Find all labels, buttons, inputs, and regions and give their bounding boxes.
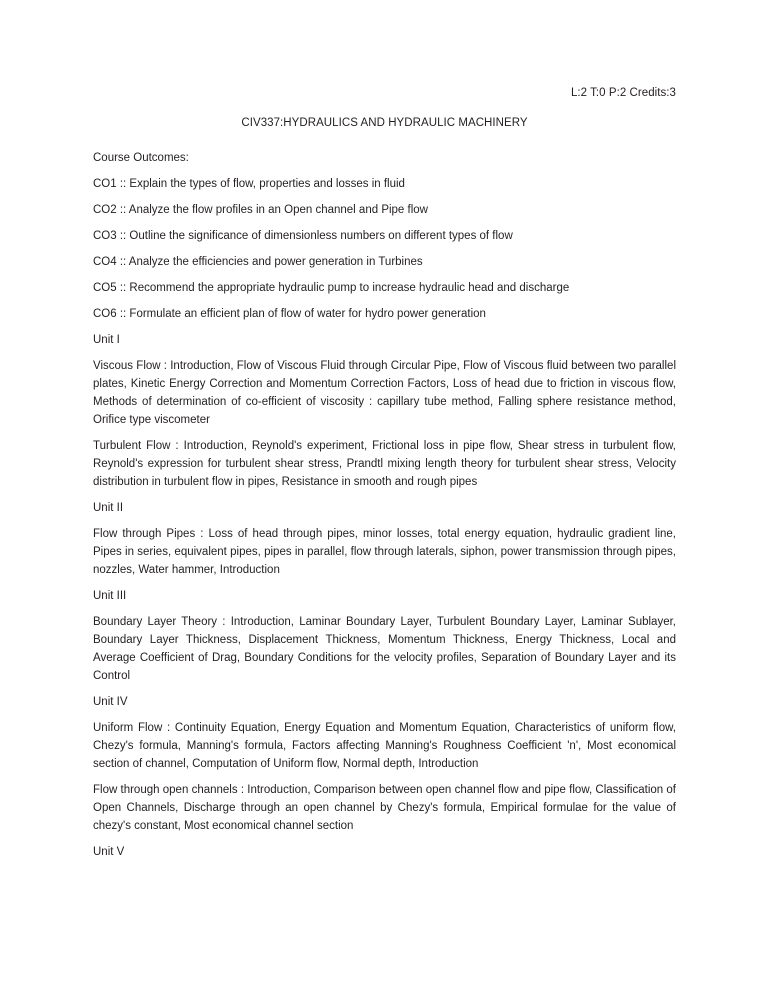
course-outcome-item: CO2 :: Analyze the flow profiles in an Open channel and Pipe flow bbox=[93, 204, 428, 216]
unit-paragraph: Uniform Flow : Continuity Equation, Energy Equation and Momentum Equation, Characteristics of uniform flow, Chezy's formula, Manning's formula, Factors affecting Manning's Roughness Coefficient 'n', Most economical section of channel, Computation of Uniform flow, Normal depth, Introduction bbox=[93, 722, 676, 770]
course-outcomes-label: Course Outcomes: bbox=[93, 152, 189, 164]
unit-heading: Unit III bbox=[93, 590, 127, 602]
unit-heading: Unit IV bbox=[93, 696, 128, 708]
document-content bbox=[93, 84, 676, 869]
course-outcome-item: CO3 :: Outline the significance of dimensionless numbers on different types of flow bbox=[93, 230, 513, 242]
unit-heading: Unit II bbox=[93, 502, 124, 514]
course-outcome-item: CO5 :: Recommend the appropriate hydraulic pump to increase hydraulic head and discharge bbox=[93, 282, 570, 294]
unit-paragraph: Boundary Layer Theory : Introduction, Laminar Boundary Layer, Turbulent Boundary Layer, Laminar Sublayer, Boundary Layer Thickness, Displacement Thickness, Momentum Thickness, Energy Thickness, Local and Average Coefficient of Drag, Boundary Conditions for the velocity profiles, Separation of Boundary Layer and its Control bbox=[93, 616, 676, 682]
course-outcome-item: CO6 :: Formulate an efficient plan of flow of water for hydro power generation bbox=[93, 308, 486, 320]
unit-paragraph: Turbulent Flow : Introduction, Reynold's experiment, Frictional loss in pipe flow, Shear stress in turbulent flow, Reynold's expression for turbulent shear stress, Prandtl mixing length theory for turbulent shear stress, Velocity distribution in turbulent flow in pipes, Resistance in smooth and rough pipes bbox=[93, 440, 676, 488]
course-title: CIV337:HYDRAULICS AND HYDRAULIC MACHINERY bbox=[241, 117, 528, 129]
unit-paragraph: Flow through Pipes : Loss of head through pipes, minor losses, total energy equation, hydraulic gradient line, Pipes in series, equivalent pipes, pipes in parallel, flow through laterals, siphon, power transmission through pipes, nozzles, Water hammer, Introduction bbox=[93, 528, 676, 576]
unit-heading: Unit V bbox=[93, 846, 125, 858]
course-outcome-item: CO4 :: Analyze the efficiencies and power generation in Turbines bbox=[93, 256, 423, 268]
unit-heading: Unit I bbox=[93, 334, 120, 346]
credits-line: L:2 T:0 P:2 Credits:3 bbox=[570, 87, 676, 99]
course-outcome-item: CO1 :: Explain the types of flow, properties and losses in fluid bbox=[93, 178, 405, 190]
unit-paragraph: Flow through open channels : Introduction, Comparison between open channel flow and pipe flow, Classification of Open Channels, Discharge through an open channel by Chezy's formula, Empirical formulae for the value of chezy's constant, Most economical channel section bbox=[93, 784, 676, 832]
unit-paragraph: Viscous Flow : Introduction, Flow of Viscous Fluid through Circular Pipe, Flow of Viscous fluid between two parallel plates, Kinetic Energy Correction and Momentum Correction Factors, Loss of head due to friction in viscous flow, Methods of determination of co-efficient of viscosity : capillary tube method, Falling sphere resistance method, Orifice type viscometer bbox=[93, 360, 676, 426]
